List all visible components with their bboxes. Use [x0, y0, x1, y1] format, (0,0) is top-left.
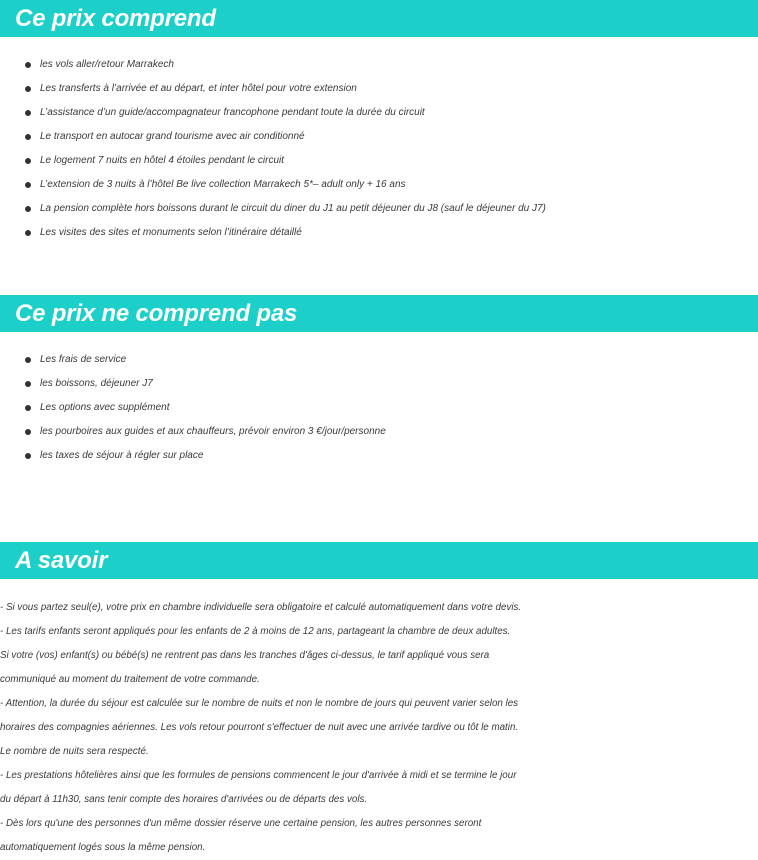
list-item [0, 372, 758, 396]
list-item-text: les boissons, déjeuner J7 [40, 378, 153, 389]
list-item-text: Le transport en autocar grand tourisme avec air conditionné [40, 131, 305, 142]
info-line: - Attention, la durée du séjour est calculée sur le nombre de nuits et non le nombre de jours qui peuvent varier selon les [0, 698, 519, 709]
list-item [0, 149, 758, 173]
list-item [0, 396, 758, 420]
list-item-text: Les transferts à l’arrivée et au départ, et inter hôtel pour votre extension [40, 83, 357, 94]
list-item-text: Le logement 7 nuits en hôtel 4 étoiles pendant le circuit [40, 155, 285, 166]
includes-header: Ce prix comprend [0, 0, 758, 37]
info-line: - Les prestations hôtelières ainsi que les formules de pensions commencent le jour d'arrivée à midi et se termine le jour [0, 770, 517, 781]
info-line: - Si vous partez seul(e), votre prix en chambre individuelle sera obligatoire et calculé automatiquement dans votre devis. [0, 602, 522, 613]
bullet-icon [25, 110, 31, 116]
list-item [0, 348, 758, 372]
list-item [0, 444, 758, 468]
bullet-icon [25, 381, 31, 387]
list-item [0, 173, 758, 197]
bullet-icon [25, 405, 31, 411]
list-item [0, 77, 758, 101]
bullet-icon [25, 206, 31, 212]
excludes-list [0, 348, 758, 468]
list-item [0, 197, 758, 221]
list-item-text: les taxes de séjour à régler sur place [40, 450, 204, 461]
bullet-icon [25, 230, 31, 236]
list-item [0, 53, 758, 77]
info-line: horaires des compagnies aériennes. Les vols retour pourront s'effectuer de nuit avec une arrivée tardive ou tôt le matin. [0, 722, 519, 733]
info-line: Si votre (vos) enfant(s) ou bébé(s) ne rentrent pas dans les tranches d'âges ci-dessus, le tarif appliqué vous sera [0, 650, 490, 661]
info-line: - Dès lors qu'une des personnes d'un même dossier réserve une certaine pension, les autres personnes seront [0, 818, 482, 829]
list-item-text: Les options avec supplément [40, 402, 170, 413]
bullet-icon [25, 182, 31, 188]
bullet-icon [25, 429, 31, 435]
list-item-text: Les frais de service [40, 354, 127, 365]
info-line: - Les tarifs enfants seront appliqués pour les enfants de 2 à moins de 12 ans, partageant la chambre de deux adultes. [0, 626, 511, 637]
bullet-icon [25, 86, 31, 92]
list-item [0, 420, 758, 444]
list-item-text: L’assistance d’un guide/accompagnateur francophone pendant toute la durée du circuit [40, 107, 425, 118]
info-text-block [0, 596, 758, 860]
info-line: automatiquement logés sous la même pension. [0, 842, 206, 853]
excludes-header: Ce prix ne comprend pas [0, 295, 758, 332]
info-line: Le nombre de nuits sera respecté. [0, 746, 149, 757]
list-item [0, 101, 758, 125]
bullet-icon [25, 357, 31, 363]
info-header: A savoir [0, 542, 758, 579]
list-item-text: L’extension de 3 nuits à l’hôtel Be live collection Marrakech 5*– adult only + 16 ans [40, 179, 406, 190]
list-item-text: La pension complète hors boissons durant le circuit du diner du J1 au petit déjeuner du J8 (sauf le déjeuner du J7) [40, 203, 546, 214]
list-item-text: les pourboires aux guides et aux chauffeurs, prévoir environ 3 €/jour/personne [40, 426, 386, 437]
info-line: du départ à 11h30, sans tenir compte des horaires d'arrivées ou de départs des vols. [0, 794, 368, 805]
list-item [0, 221, 758, 245]
bullet-icon [25, 62, 31, 68]
list-item-text: les vols aller/retour Marrakech [40, 59, 174, 70]
bullet-icon [25, 134, 31, 140]
includes-list [0, 53, 758, 245]
bullet-icon [25, 453, 31, 459]
list-item-text: Les visites des sites et monuments selon l’itinéraire détaillé [40, 227, 302, 238]
info-line: communiqué au moment du traitement de votre commande. [0, 674, 260, 685]
bullet-icon [25, 158, 31, 164]
list-item [0, 125, 758, 149]
